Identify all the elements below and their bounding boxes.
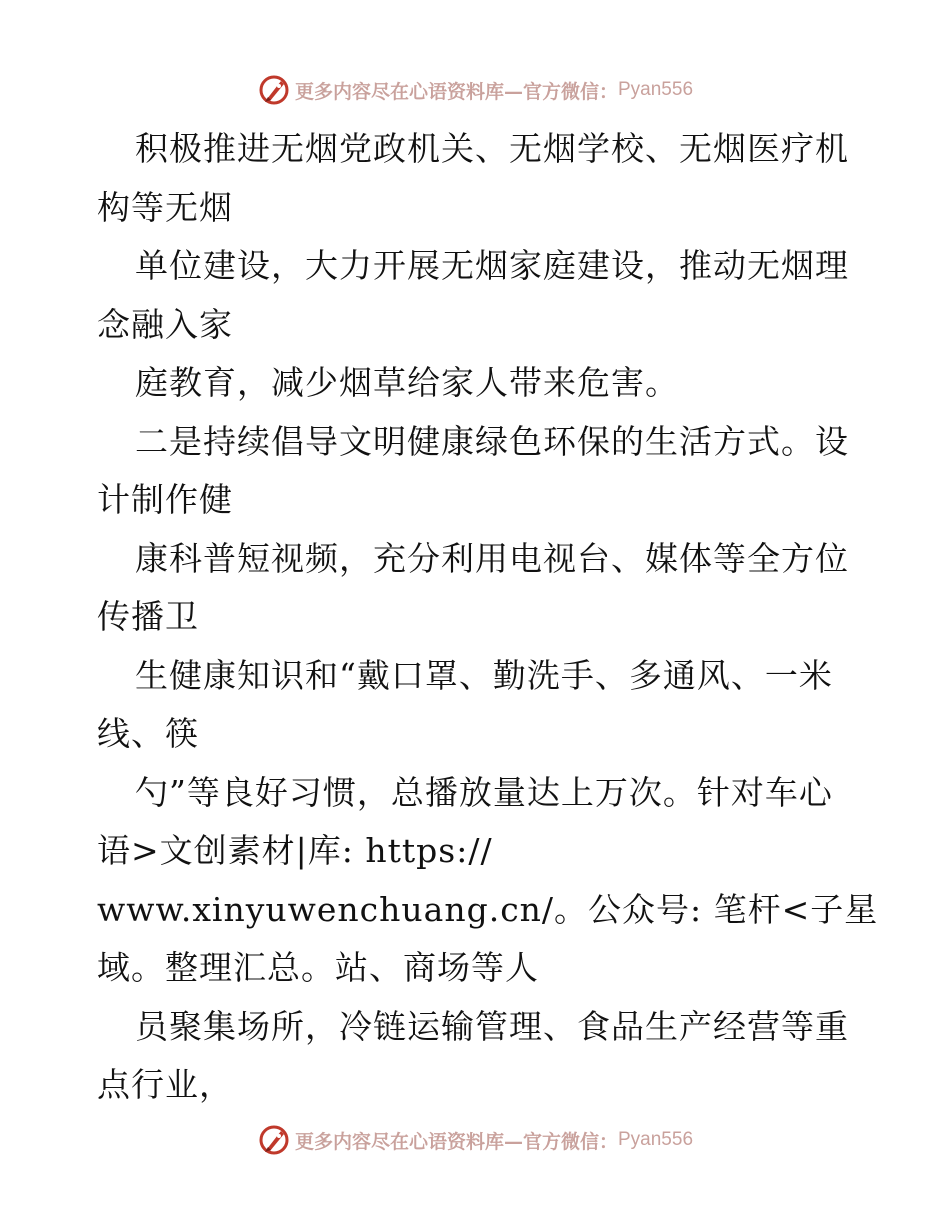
document-line: 单位建设，大力开展无烟家庭建设，推动无烟理 bbox=[135, 246, 849, 285]
document-line: 员聚集场所，冷链运输管理、食品生产经营等重 bbox=[135, 1006, 849, 1046]
footer-banner-handle: Pyan556 bbox=[618, 1129, 694, 1150]
document-line: 康科普短视频，充分利用电视台、媒体等全方位 bbox=[135, 538, 849, 578]
pen-seal-logo-icon bbox=[257, 1123, 291, 1157]
header-banner-handle: Pyan556 bbox=[618, 79, 694, 100]
header-banner-text: 更多内容尽在心语资料库—官方微信： bbox=[294, 80, 618, 103]
document-line: 二是持续倡导文明健康绿色环保的生活方式。设 bbox=[135, 421, 849, 461]
document-line: www.xinyuwenchuang.cn/。公众号: 笔杆<子星 bbox=[97, 889, 879, 929]
pen-seal-logo-icon bbox=[257, 73, 291, 107]
document-line: 点行业， bbox=[97, 1065, 233, 1104]
footer-banner-text: 更多内容尽在心语资料库—官方微信： bbox=[294, 1130, 618, 1153]
document-line: 传播卫 bbox=[97, 597, 199, 636]
footer-banner bbox=[0, 1120, 950, 1160]
document-line: 念融入家 bbox=[97, 304, 233, 344]
document-line: 庭教育，减少烟草给家人带来危害。 bbox=[135, 363, 679, 402]
header-banner bbox=[0, 70, 950, 110]
document-line: 线、筷 bbox=[97, 714, 199, 753]
document-line: 积极推进无烟党政机关、无烟学校、无烟医疗机 bbox=[135, 129, 849, 168]
document-body bbox=[97, 120, 879, 1115]
document-line: 生健康知识和“戴口罩、勤洗手、多通风、一米 bbox=[135, 655, 833, 695]
document-line: 构等无烟 bbox=[97, 187, 233, 227]
document-line: 勺”等良好习惯，总播放量达上万次。针对车心 bbox=[135, 772, 833, 812]
document-line: 域。整理汇总。站、商场等人 bbox=[97, 948, 539, 987]
document-line: 语>文创素材|库: https:// bbox=[97, 831, 493, 870]
document-line: 计制作健 bbox=[97, 480, 233, 519]
